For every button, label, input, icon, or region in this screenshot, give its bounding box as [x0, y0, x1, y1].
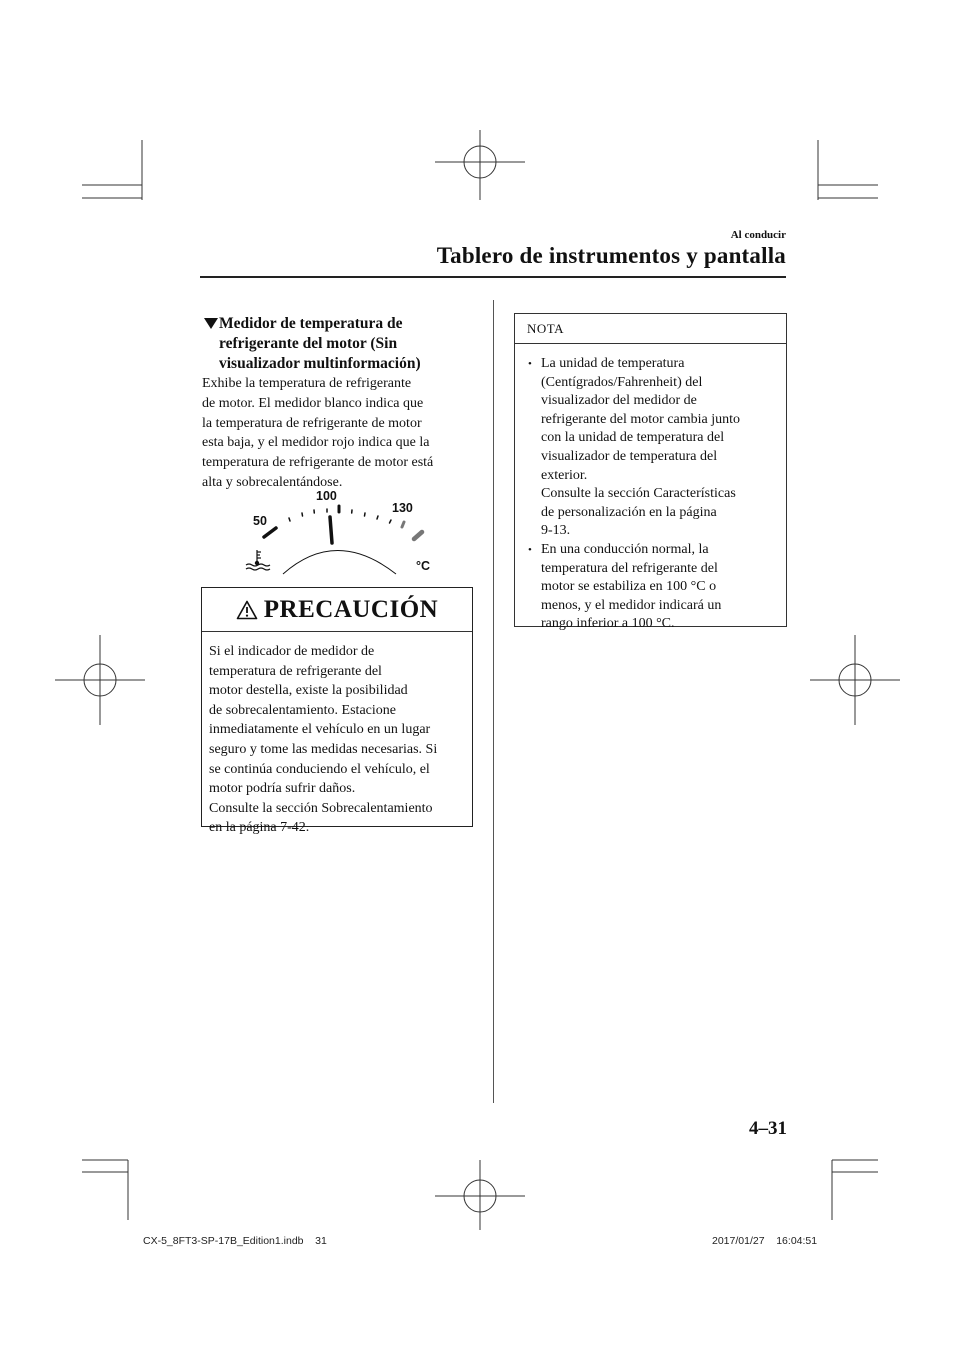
section-body [202, 374, 477, 493]
caution-line: de sobrecalentamiento. Estacione [209, 702, 396, 718]
nota-line: (Centígrados/Fahrenheit) del [541, 374, 703, 390]
gauge-minor-tick [302, 513, 303, 516]
caution-title: PRECAUCIÓN [263, 595, 439, 623]
body-line: la temperatura de refrigerante de motor [202, 415, 422, 431]
nota-line: exterior. [541, 467, 588, 483]
gauge-needle [330, 517, 332, 543]
header-title: Tablero de instrumentos y pantalla [436, 243, 786, 268]
caution-line: motor podría sufrir daños. [209, 781, 356, 797]
section-triangle-icon [204, 318, 218, 329]
nota-line: de personalización en la página [541, 504, 717, 520]
caution-line: Si el indicador de medidor de [209, 644, 375, 659]
nota-line: temperatura del refrigerante del [541, 560, 718, 576]
gauge-unit: °C [416, 559, 431, 573]
body-line: de motor. El medidor blanco indica que [202, 395, 424, 411]
caution-line: temperatura de refrigerante del [209, 663, 382, 679]
heading-line: Medidor de temperatura de [219, 315, 403, 332]
nota-line: motor se estabiliza en 100 °C o [541, 579, 717, 595]
caution-line: en la página 7-42. [209, 820, 310, 836]
nota-line: menos, y el medidor indicará un [541, 597, 722, 613]
gauge-minor-tick [365, 513, 366, 516]
nota-item [525, 541, 780, 634]
nota-line: con la unidad de temperatura del [541, 430, 725, 446]
nota-line: visualizador de temperatura del [541, 448, 718, 464]
gauge-minor-tick [289, 518, 290, 521]
nota-box [514, 313, 787, 632]
nota-line: 9-13. [541, 523, 571, 539]
header-rule [200, 276, 786, 278]
caution-body [202, 632, 472, 838]
caution-line: se continúa conduciendo el vehículo, el [209, 761, 430, 777]
body-line: Exhibe la temperatura de refrigerante [202, 376, 412, 391]
body-line: alta y sobrecalentándose. [202, 474, 343, 490]
footer-file: CX-5_8FT3-SP-17B_Edition1.indb 31 [143, 1235, 327, 1247]
gauge-hot-tick [402, 522, 404, 527]
gauge-minor-tick [390, 520, 392, 523]
nota-line: • La unidad de temperatura [541, 356, 685, 371]
heading-line: visualizador multinformación) [219, 355, 421, 372]
nota-line: • En una conducción normal, la [541, 541, 709, 557]
body-line: temperatura de refrigerante de motor está [202, 455, 434, 471]
nota-title: NOTA [515, 314, 786, 344]
nota-line: refrigerante del motor cambia junto [541, 411, 741, 427]
nota-item [525, 355, 780, 541]
nota-line: visualizador del medidor de [541, 393, 697, 409]
section-heading [204, 314, 476, 374]
caution-line: seguro y tome las medidas necesarias. Si [209, 741, 438, 757]
gauge-major-tick [264, 528, 276, 537]
warning-triangle-icon [236, 600, 258, 620]
coolant-temperature-icon [246, 550, 270, 570]
caution-line: Consulte la sección Sobrecalentamiento [209, 800, 433, 816]
gauge-label-low: 50 [253, 514, 267, 528]
caution-box [201, 587, 473, 836]
gauge-minor-tick [377, 516, 378, 519]
nota-line: rango inferior a 100 °C. [541, 616, 675, 632]
caution-line: motor destella, existe la posibilidad [209, 683, 408, 699]
footer-timestamp: 2017/01/27 16:04:51 [712, 1235, 818, 1247]
gauge-hot-zone [414, 532, 422, 539]
header-subtitle: Al conducir [730, 229, 786, 241]
heading-line: refrigerante del motor (Sin [219, 335, 398, 352]
column-divider [493, 300, 494, 1103]
gauge-label-high: 130 [392, 501, 413, 515]
gauge-label-mid: 100 [316, 489, 337, 503]
nota-list [515, 344, 786, 634]
caution-line: inmediatamente el vehículo en un lugar [209, 722, 431, 738]
body-line: esta baja, y el medidor rojo indica que la [202, 435, 430, 451]
nota-line: Consulte la sección Características [541, 486, 736, 502]
gauge-arc [283, 551, 396, 575]
temperature-gauge-illustration [236, 482, 446, 582]
page-number: 4–31 [749, 1118, 787, 1139]
caution-header [202, 588, 472, 632]
